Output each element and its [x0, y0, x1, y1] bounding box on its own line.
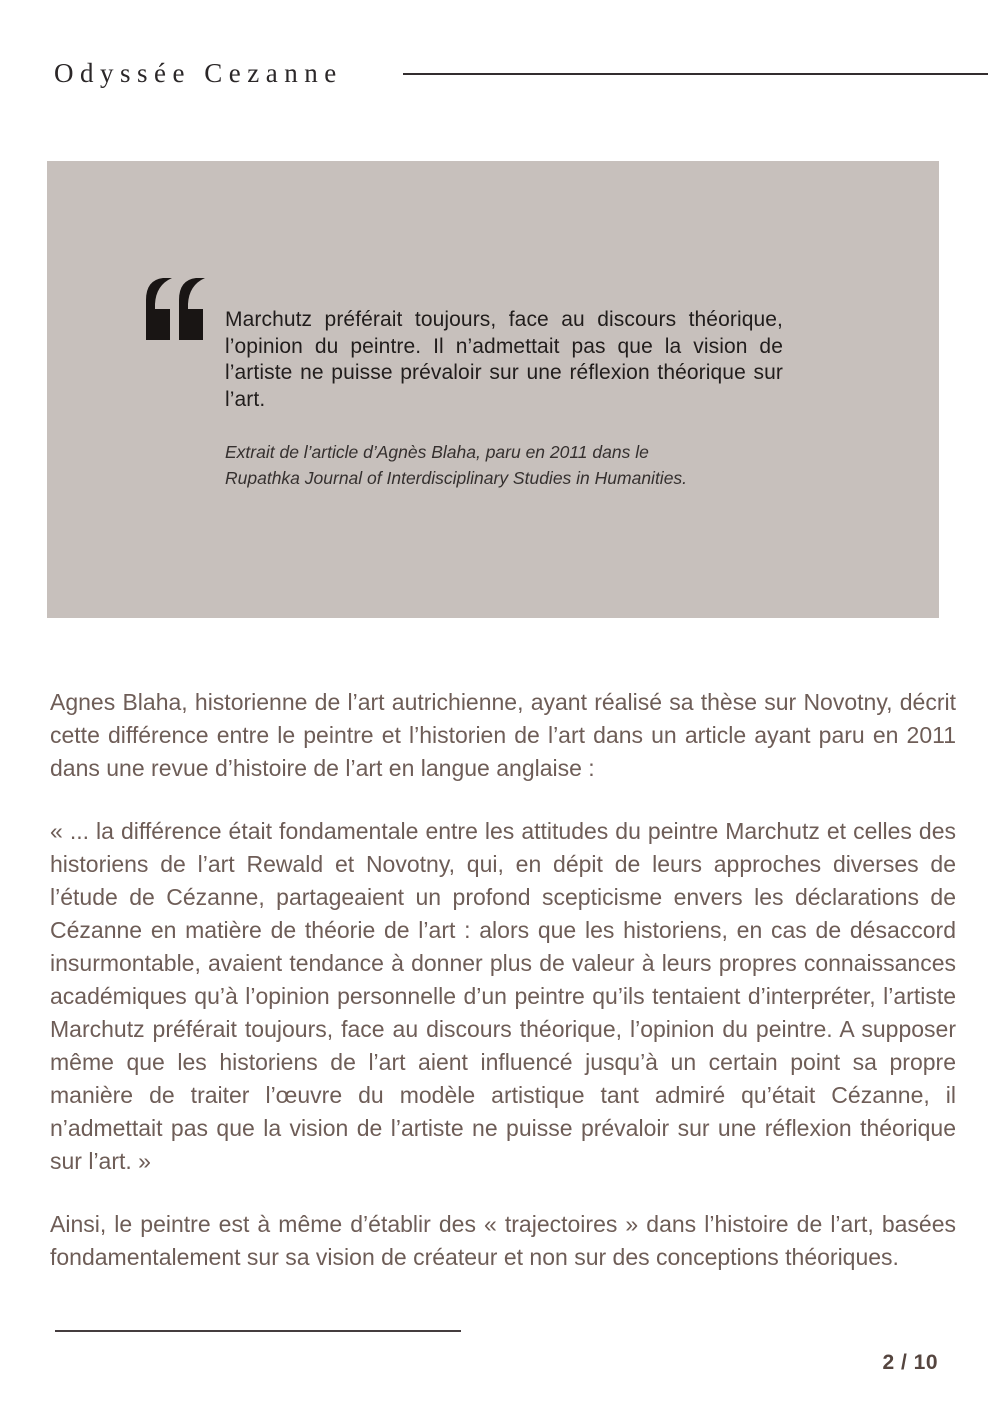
article-body [50, 686, 956, 1304]
quote-attribution-line-2: Rupathka Journal of Interdisciplinary Studies in Humanities. [225, 468, 688, 488]
quote-attribution [225, 439, 687, 491]
paragraph-quote-long: « ... la différence était fondamentale entre les attitudes du peintre Marchutz et celles des historiens de l’art Rewald et Novotny, qui, en dépit de leurs approches diverses de l’étude de Cézanne, partageaient un profond scepticisme envers les déclarations de Cézanne en matière de théorie de l’art : alors que les historiens, en cas de désaccord insurmontable, avaient tendance à donner plus de valeur à leurs propres connaissances académiques qu’à l’opinion personnelle d’un peintre qu’ils tentaient d’interpréter, l’artiste Marchutz préférait toujours, face au discours théorique, l’opinion du peintre. A supposer même que les historiens de l’art aient influencé jusqu’à un certain point sa propre manière de traiter l’œuvre du modèle artistique tant admiré qu’était Cézanne, il n’admettait pas que la vision de l’artiste ne puisse prévaloir sur une réflexion théorique sur l’art. » [50, 818, 956, 1174]
header-divider [403, 73, 988, 75]
paragraph-intro: Agnes Blaha, historienne de l’art autrichienne, ayant réalisé sa thèse sur Novotny, décrit cette différence entre le peintre et l’historien de l’art dans un article ayant paru en 2011 dans une revue d’histoire de l’art en langue anglaise : [50, 689, 956, 781]
footnote-divider [55, 1330, 461, 1332]
page-title: Odyssée Cezanne [54, 58, 343, 88]
quote-attribution-line-1: Extrait de l’article d’Agnès Blaha, paru en 2011 dans le [225, 442, 649, 462]
quote-text: Marchutz préférait toujours, face au discours théorique, l’opinion du peintre. Il n’admettait pas que la vision de l’artiste ne puisse prévaloir sur une réflexion théorique sur l’art. [225, 308, 783, 411]
page-number: 2 / 10 [882, 1351, 938, 1374]
paragraph-conclusion: Ainsi, le peintre est à même d’établir des « trajectoires » dans l’histoire de l’art, basées fondamentalement sur sa vision de créateur et non sur des conceptions théoriques. [50, 1211, 956, 1270]
quote-box [47, 161, 939, 618]
opening-double-quote-icon [146, 278, 205, 340]
